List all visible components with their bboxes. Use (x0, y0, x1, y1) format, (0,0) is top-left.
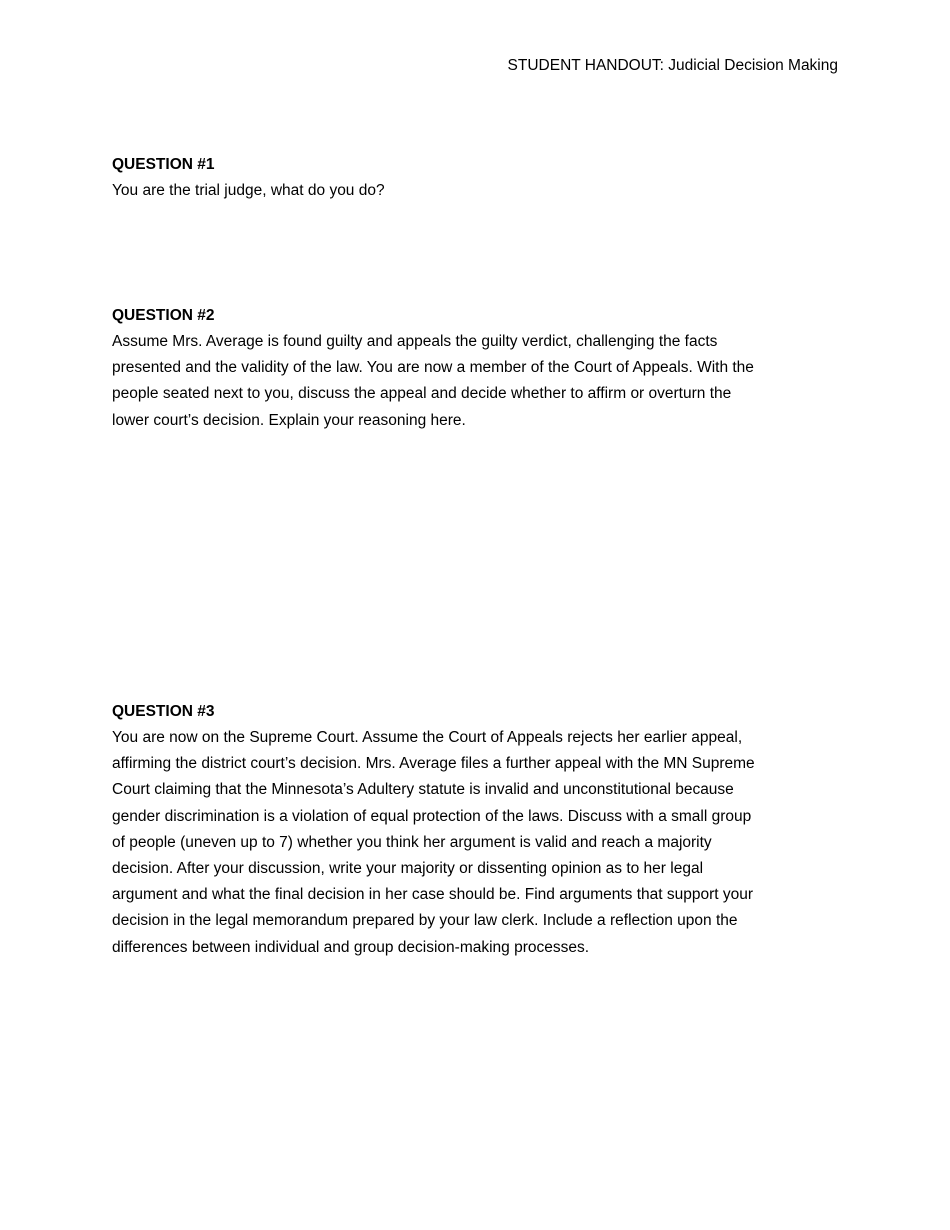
question-2 (112, 303, 840, 434)
text-line: Court claiming that the Minnesota’s Adultery statute is invalid and unconstitutional because (112, 781, 734, 799)
question-2-title: QUESTION #2 (112, 307, 215, 324)
question-1-title: QUESTION #1 (112, 156, 215, 173)
text-line: You are the trial judge, what do you do? (112, 182, 385, 199)
text-line: lower court’s decision. Explain your reasoning here. (112, 411, 466, 429)
question-1 (112, 152, 840, 204)
question-3 (112, 699, 840, 961)
question-3-title: QUESTION #3 (112, 703, 215, 720)
text-line: differences between individual and group decision-making processes. (112, 938, 590, 956)
text-line: presented and the validity of the law. You are now a member of the Court of Appeals. With the (112, 359, 754, 377)
text-line: Assume Mrs. Average is found guilty and appeals the guilty verdict, challenging the facts (112, 333, 718, 350)
text-line: gender discrimination is a violation of equal protection of the laws. Discuss with a small group (112, 807, 752, 825)
question-1-text (112, 178, 840, 204)
text-line: decision in the legal memorandum prepared by your law clerk. Include a reflection upon the (112, 912, 738, 930)
question-2-text (112, 329, 840, 434)
text-line: argument and what the final decision in her case should be. Find arguments that support your (112, 886, 754, 904)
page-header: STUDENT HANDOUT: Judicial Decision Making (507, 57, 838, 74)
text-line: decision. After your discussion, write your majority or dissenting opinion as to her legal (112, 860, 704, 878)
text-line: affirming the district court’s decision. Mrs. Average files a further appeal with the MN Supreme (112, 755, 755, 773)
text-line: people seated next to you, discuss the appeal and decide whether to affirm or overturn the (112, 385, 732, 403)
text-line: of people (uneven up to 7) whether you think her argument is valid and reach a majority (112, 833, 712, 851)
text-line: You are now on the Supreme Court. Assume the Court of Appeals rejects her earlier appeal, (112, 729, 743, 746)
question-3-text (112, 725, 840, 961)
